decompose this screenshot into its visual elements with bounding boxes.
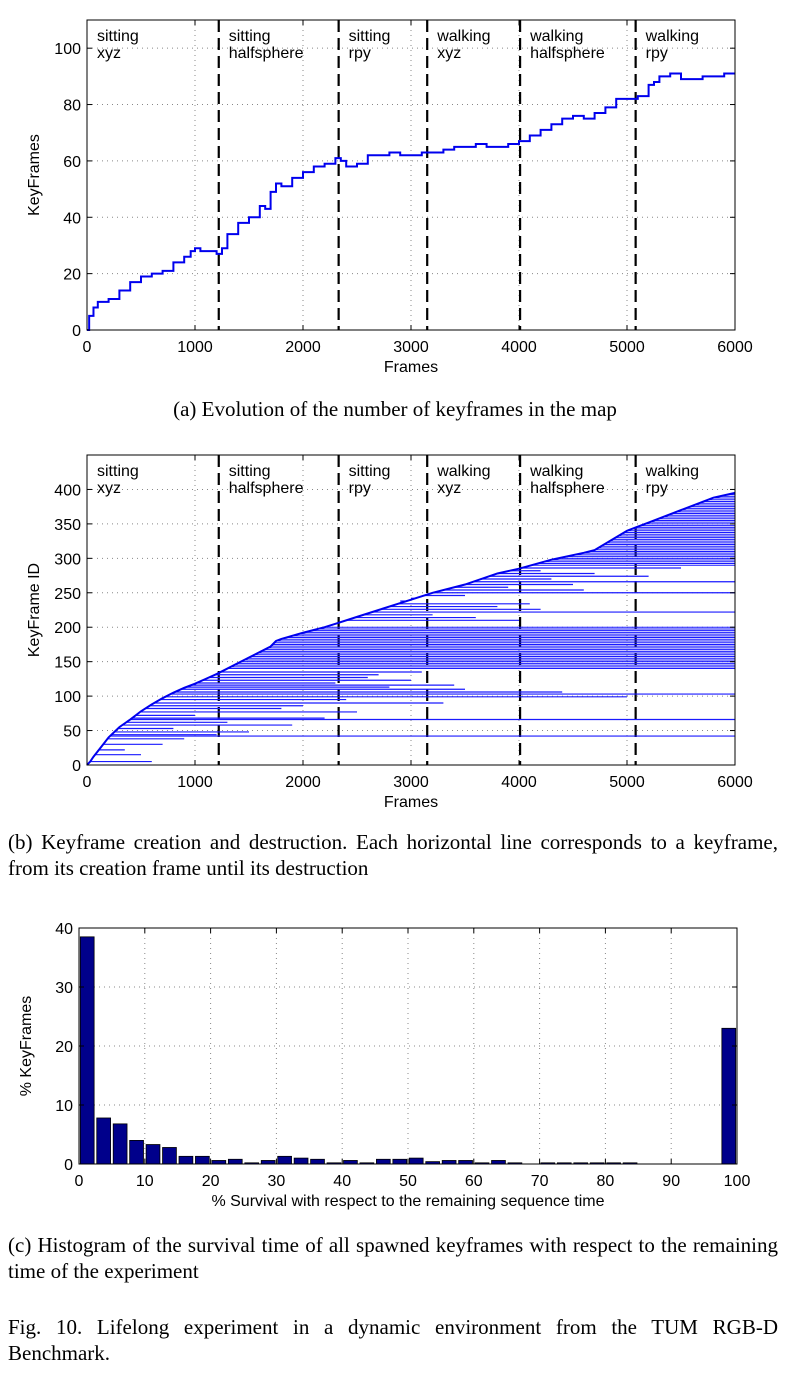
y-tick-label: 250 xyxy=(54,585,81,603)
histogram-bar xyxy=(492,1160,506,1164)
segment-label-line1: walking xyxy=(437,463,491,480)
segment-label-line1: walking xyxy=(645,463,699,480)
x-tick-label: 0 xyxy=(74,1173,84,1190)
x-tick-label: 80 xyxy=(596,1173,615,1190)
x-tick-label: 1000 xyxy=(177,339,213,356)
histogram-bar xyxy=(344,1160,358,1164)
segment-label-line2: xyz xyxy=(437,45,462,62)
x-tick-label: 90 xyxy=(662,1173,681,1190)
y-tick-label: 100 xyxy=(54,41,81,59)
histogram-bar xyxy=(212,1160,226,1164)
x-tick-label: 1000 xyxy=(177,774,213,791)
histogram-bar xyxy=(393,1159,407,1164)
x-tick-label: 0 xyxy=(82,339,92,356)
histogram-bar xyxy=(228,1159,242,1164)
y-tick-label: 0 xyxy=(72,323,81,340)
x-tick-label: 70 xyxy=(530,1173,549,1190)
segment-label-line1: walking xyxy=(437,28,491,45)
histogram-bar xyxy=(113,1124,127,1164)
y-axis-label: KeyFrames xyxy=(26,134,43,216)
x-tick-label: 5000 xyxy=(609,339,645,356)
caption-b: (b) Keyframe creation and destruction. Each horizontal line corresponds to a keyframe, from its creation frame until its destruction xyxy=(8,830,778,880)
y-tick-label: 0 xyxy=(72,758,81,775)
histogram-bar xyxy=(80,937,94,1164)
y-tick-label: 400 xyxy=(54,482,81,500)
y-tick-label: 100 xyxy=(54,689,81,707)
segment-label-line2: xyz xyxy=(97,480,121,497)
segment-label-line2: rpy xyxy=(348,480,371,497)
y-tick-label: 10 xyxy=(55,1098,73,1115)
x-tick-label: 60 xyxy=(464,1173,483,1190)
segment-label-line2: halfsphere xyxy=(228,45,304,62)
histogram-bar xyxy=(459,1160,473,1164)
y-tick-label: 20 xyxy=(55,1039,73,1056)
x-tick-label: 4000 xyxy=(501,774,537,791)
figure-caption: Fig. 10. Lifelong experiment in a dynamic environment from the TUM RGB-D Benchmark. xyxy=(8,1315,778,1365)
x-axis-label: % Survival with respect to the remaining sequence time xyxy=(211,1193,605,1210)
histogram-bar xyxy=(146,1145,160,1164)
segment-label-line2: halfsphere xyxy=(530,480,605,497)
x-tick-label: 40 xyxy=(333,1173,352,1190)
caption-a: (a) Evolution of the number of keyframes in the map xyxy=(173,397,617,421)
y-tick-label: 200 xyxy=(54,620,81,638)
segment-label-line2: rpy xyxy=(348,45,371,62)
histogram-bar xyxy=(409,1158,423,1164)
y-tick-label: 60 xyxy=(63,153,81,171)
histogram-bar xyxy=(179,1156,193,1164)
caption-c: (c) Histogram of the survival time of all spawned keyframes with respect to the remaining time of the experiment xyxy=(8,1233,778,1283)
x-axis-label: Frames xyxy=(383,359,439,376)
segment-label-line2: xyz xyxy=(437,480,462,497)
x-tick-label: 100 xyxy=(723,1173,751,1190)
x-tick-label: 2000 xyxy=(285,774,321,791)
x-tick-label: 3000 xyxy=(393,774,429,791)
x-tick-label: 50 xyxy=(399,1173,417,1190)
y-tick-label: 50 xyxy=(63,723,81,741)
x-tick-label: 30 xyxy=(267,1173,286,1190)
y-tick-label: 350 xyxy=(54,516,81,534)
x-tick-label: 3000 xyxy=(393,339,429,356)
segment-label-line1: sitting xyxy=(348,28,391,45)
x-tick-label: 20 xyxy=(201,1173,220,1190)
y-axis-label: KeyFrame ID xyxy=(26,562,43,658)
y-tick-label: 40 xyxy=(63,210,81,228)
y-tick-label: 20 xyxy=(63,266,81,284)
y-tick-label: 300 xyxy=(54,551,81,569)
histogram-bar xyxy=(278,1156,292,1164)
histogram-bar xyxy=(376,1159,390,1164)
x-tick-label: 10 xyxy=(135,1173,154,1190)
segment-label-line2: rpy xyxy=(645,480,668,497)
x-tick-label: 6000 xyxy=(717,774,753,791)
histogram-bar xyxy=(195,1156,209,1164)
segment-label-line2: halfsphere xyxy=(530,45,605,62)
segment-label-line2: rpy xyxy=(645,45,668,62)
y-axis-label: % KeyFrames xyxy=(18,995,35,1097)
x-tick-label: 6000 xyxy=(717,339,753,356)
y-tick-label: 0 xyxy=(64,1157,73,1174)
y-tick-label: 80 xyxy=(63,97,81,115)
histogram-bar xyxy=(722,1028,736,1164)
x-tick-label: 5000 xyxy=(609,774,645,791)
y-tick-label: 150 xyxy=(54,654,81,672)
x-tick-label: 4000 xyxy=(501,339,537,356)
segment-label-line2: halfsphere xyxy=(228,480,304,497)
y-tick-label: 30 xyxy=(55,980,73,997)
segment-label-line1: sitting xyxy=(97,463,139,480)
segment-label-line1: walking xyxy=(530,463,584,480)
histogram-bar xyxy=(163,1147,177,1164)
histogram-bar xyxy=(130,1140,144,1164)
histogram-bar xyxy=(97,1118,111,1164)
histogram-bar xyxy=(294,1158,308,1164)
y-tick-label: 40 xyxy=(55,921,73,938)
segment-label-line1: walking xyxy=(530,28,584,45)
segment-label-line1: walking xyxy=(645,28,699,45)
histogram-bar xyxy=(442,1160,456,1164)
x-axis-label: Frames xyxy=(383,794,439,811)
histogram-bar xyxy=(311,1159,325,1164)
x-tick-label: 0 xyxy=(82,774,92,791)
segment-label-line1: sitting xyxy=(348,463,391,480)
segment-label-line1: sitting xyxy=(228,463,271,480)
segment-label-line1: sitting xyxy=(97,28,139,45)
segment-label-line2: xyz xyxy=(97,45,121,62)
histogram-bar xyxy=(261,1160,275,1164)
x-tick-label: 2000 xyxy=(285,339,321,356)
segment-label-line1: sitting xyxy=(228,28,271,45)
